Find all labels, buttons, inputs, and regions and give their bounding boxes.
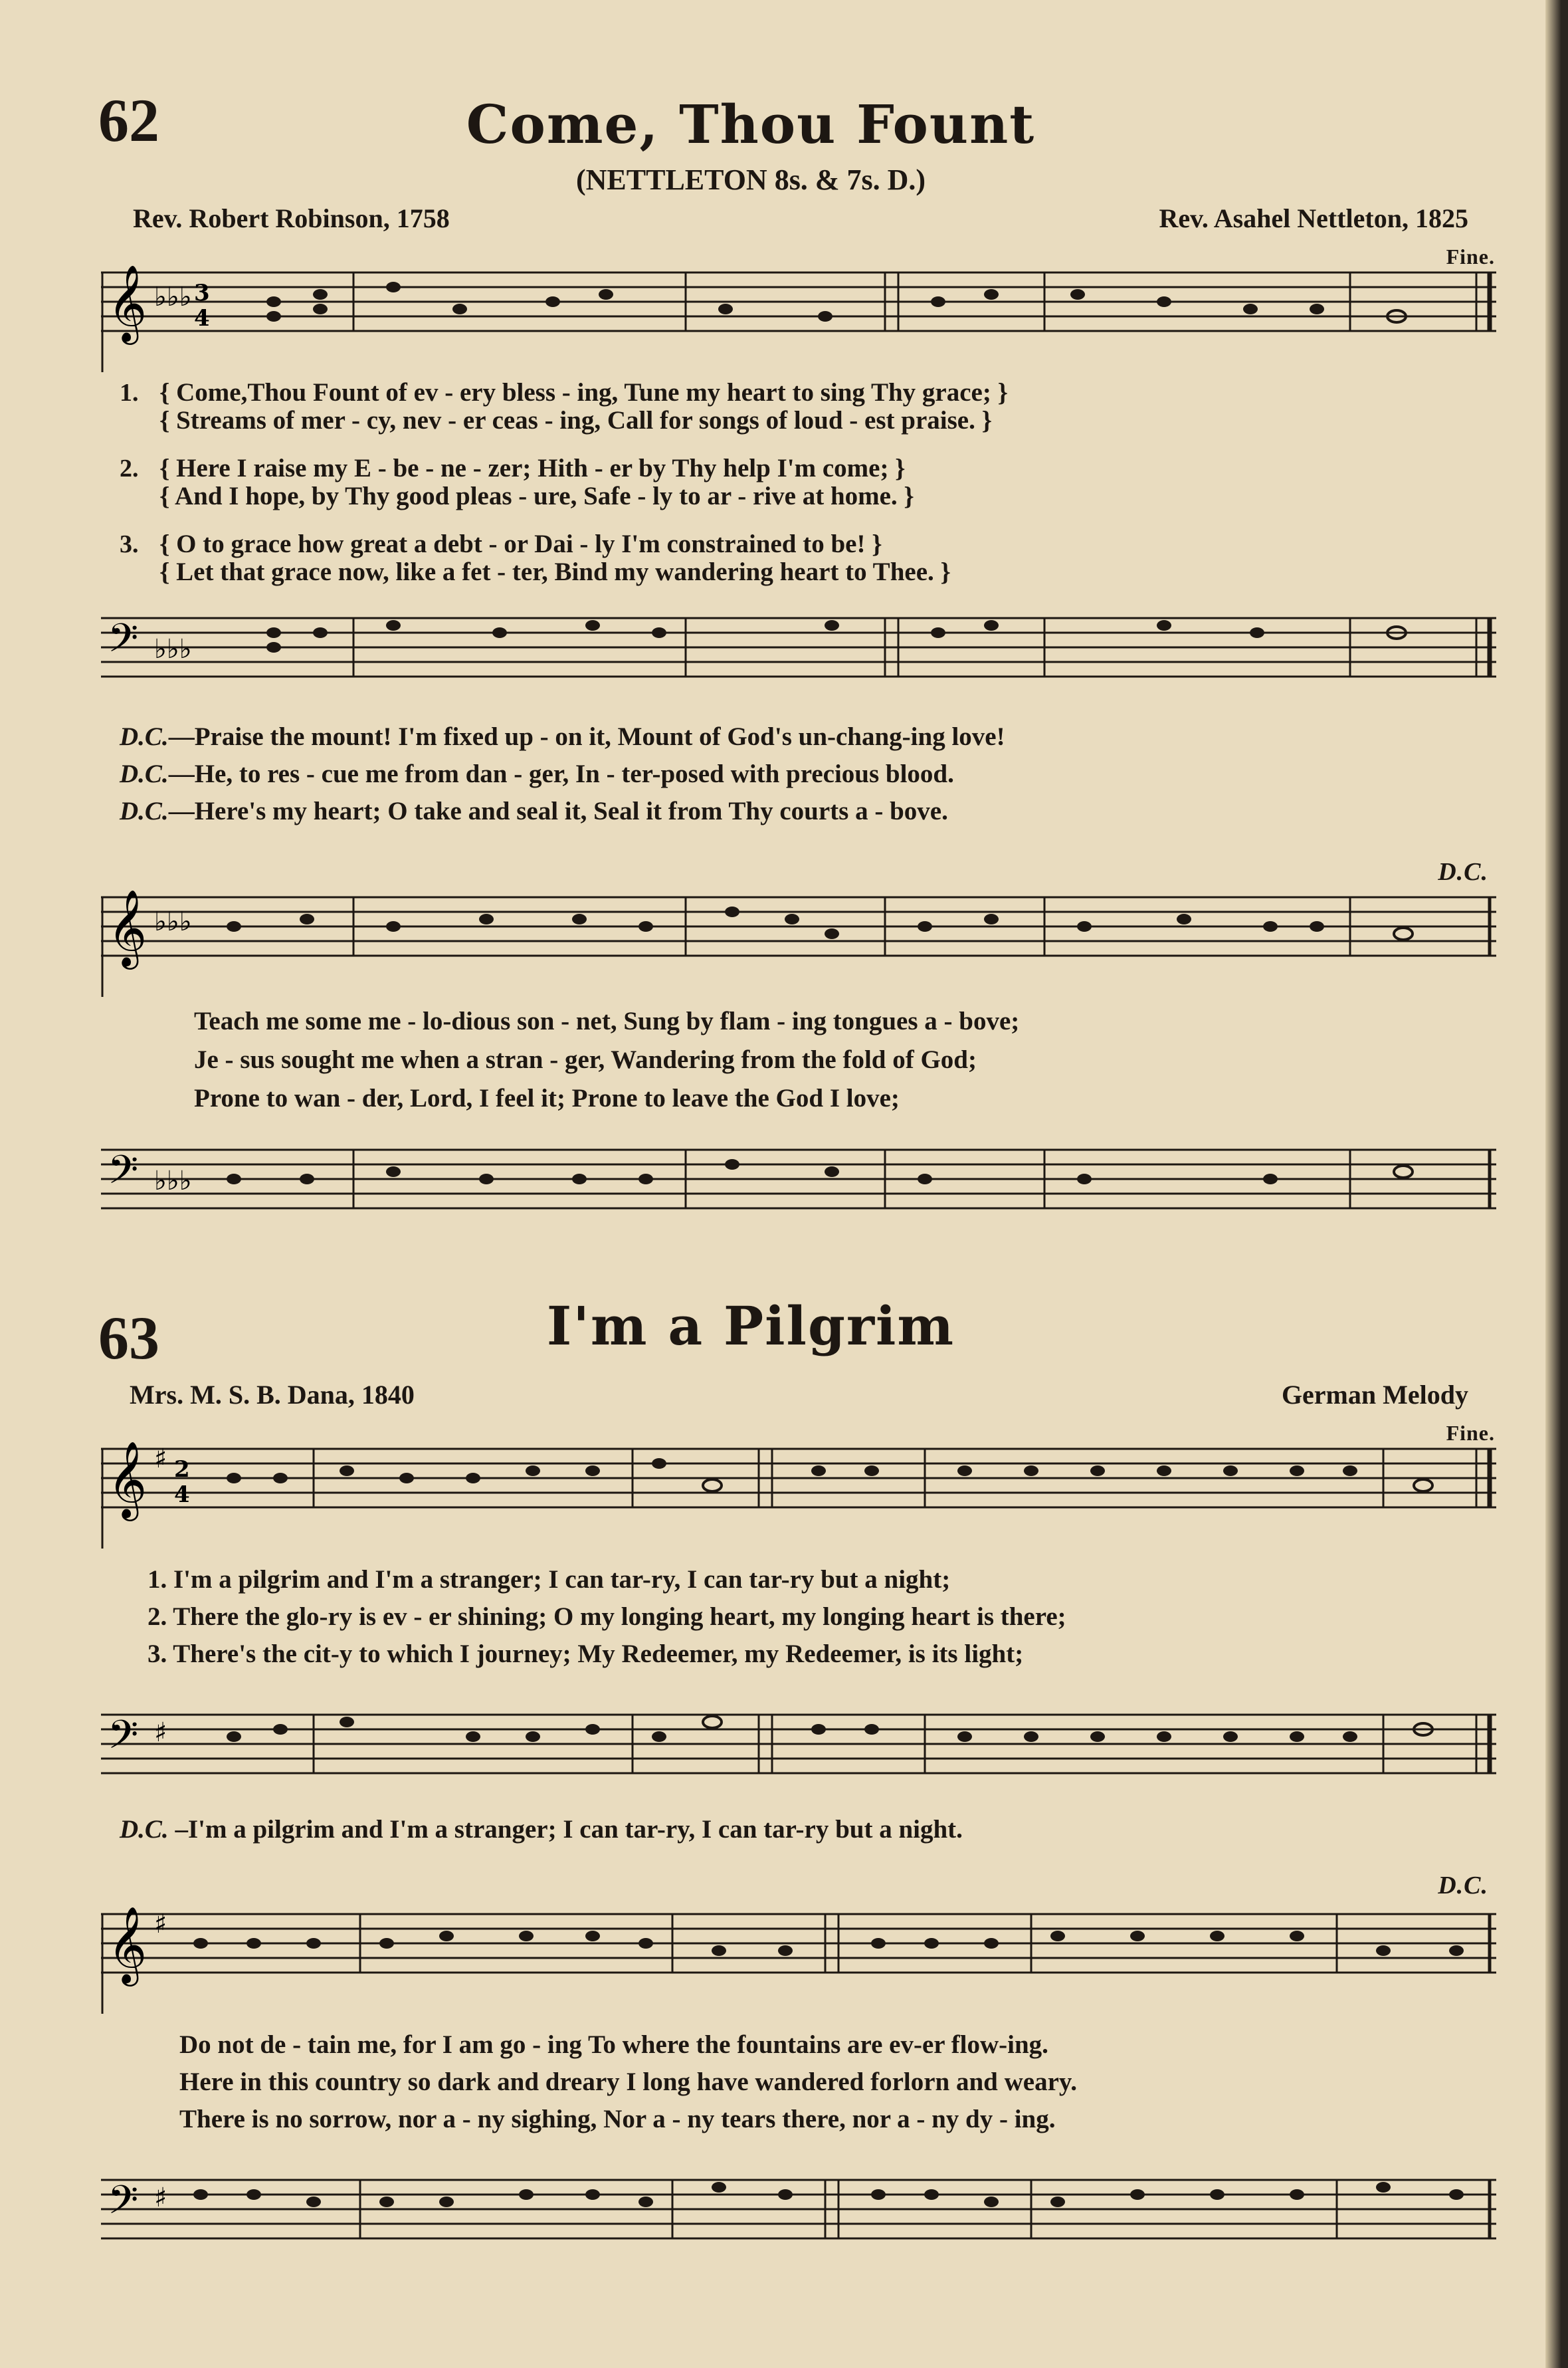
- dc-line-3: D.C.—Here's my heart; O take and seal it, Seal it from Thy courts a - bove.: [120, 797, 948, 825]
- verse-line: Teach me some me - lo-dious son - net, Sung by flam - ing tongues a - bove;: [194, 1007, 1020, 1035]
- svg-text:𝄢: 𝄢: [108, 1711, 139, 1767]
- dc-marker: D.C.: [1438, 858, 1488, 886]
- treble-staff: [101, 891, 1496, 1010]
- verse-3-line-1: 3. { O to grace how great a debt - or Dai - ly I'm constrained to be! }: [120, 530, 882, 558]
- author-credit: Mrs. M. S. B. Dana, 1840: [130, 1380, 415, 1410]
- svg-text:𝄞: 𝄞: [108, 266, 147, 342]
- verse-line: Do not de - tain me, for I am go - ing To where the fountains are ev-er flow-ing.: [179, 2030, 1048, 2059]
- svg-text:𝄞: 𝄞: [108, 1442, 147, 1518]
- dc-line-1: D.C.—Praise the mount! I'm fixed up - on it, Mount of God's un-chang-ing love!: [120, 722, 1005, 751]
- svg-text:♭♭♭: ♭♭♭: [154, 1166, 192, 1196]
- author-credit: Rev. Robert Robinson, 1758: [133, 203, 450, 233]
- svg-text:𝄞: 𝄞: [108, 1907, 147, 1983]
- bass-staff: [101, 611, 1496, 731]
- dc-line: D.C. –I'm a pilgrim and I'm a stranger; I can tar-ry, I can tar-ry but a night.: [120, 1815, 963, 1844]
- svg-text:4: 4: [174, 1481, 190, 1508]
- treble-staff: [101, 1442, 1496, 1562]
- svg-text:♯: ♯: [154, 1717, 167, 1748]
- verse-1-line-2: { Streams of mer - cy, nev - er ceas - ing, Call for songs of loud - est praise. }: [159, 406, 992, 435]
- svg-text:𝄢: 𝄢: [108, 615, 139, 671]
- dc-marker: D.C.: [1438, 1872, 1488, 1899]
- verse-3-line-2: { Let that grace now, like a fet - ter, Bind my wandering heart to Thee. }: [159, 558, 951, 586]
- dc-line-2: D.C.—He, to res - cue me from dan - ger, In - ter-posed with precious blood.: [120, 760, 954, 788]
- composer-credit: German Melody: [1281, 1380, 1468, 1410]
- svg-text:2: 2: [174, 1456, 190, 1483]
- treble-staff: [101, 266, 1496, 385]
- fine-marker: Fine.: [1446, 245, 1495, 269]
- verse-line: Prone to wan - der, Lord, I feel it; Prone to leave the God I love;: [194, 1084, 900, 1113]
- verse-line: 1. I'm a pilgrim and I'm a stranger; I can tar-ry, I can tar-ry but a night;: [147, 1565, 951, 1594]
- svg-text:𝄞: 𝄞: [108, 891, 147, 966]
- hymn-title: I'm a Pilgrim: [546, 1295, 955, 1357]
- svg-text:♯: ♯: [154, 2183, 167, 2213]
- fine-marker: Fine.: [1446, 1421, 1495, 1445]
- verse-line: 2. There the glo-ry is ev - er shining; O my longing heart, my longing heart is there;: [147, 1602, 1066, 1631]
- svg-text:♯: ♯: [154, 1444, 167, 1474]
- svg-text:𝄢: 𝄢: [108, 1146, 139, 1202]
- hymn-title: Come, Thou Fount: [466, 93, 1036, 156]
- verse-2-line-2: { And I hope, by Thy good pleas - ure, Safe - ly to ar - rive at home. }: [159, 482, 914, 510]
- hymn-number: 63: [98, 1304, 159, 1372]
- hymn-number: 62: [98, 86, 159, 154]
- svg-text:♯: ♯: [154, 1909, 167, 1939]
- svg-text:4: 4: [194, 305, 210, 332]
- verse-line: 3. There's the cit-y to which I journey; My Redeemer, my Redeemer, is its light;: [147, 1640, 1024, 1668]
- svg-text:3: 3: [194, 280, 210, 306]
- bass-staff: [101, 1143, 1496, 1230]
- svg-text:𝄢: 𝄢: [108, 2177, 139, 2232]
- svg-text:♭♭♭: ♭♭♭: [154, 907, 192, 937]
- svg-text:♭♭♭: ♭♭♭: [154, 282, 192, 312]
- verse-2-line-1: 2. { Here I raise my E - be - ne - zer; Hith - er by Thy help I'm come; }: [120, 454, 906, 483]
- bass-staff: [101, 1708, 1496, 1794]
- verse-line: There is no sorrow, nor a - ny sighing, Nor a - ny tears there, nor a - ny dy - ing.: [179, 2105, 1056, 2133]
- treble-staff: [101, 1907, 1496, 2027]
- verse-line: Je - sus sought me when a stran - ger, Wandering from the fold of God;: [194, 1045, 977, 1074]
- verse-1-line-1: 1. { Come,Thou Fount of ev - ery bless - ing, Tune my heart to sing Thy grace; }: [120, 378, 1008, 407]
- verse-line: Here in this country so dark and dreary I long have wandered forlorn and weary.: [179, 2068, 1077, 2096]
- svg-text:♭♭♭: ♭♭♭: [154, 634, 192, 665]
- page-binding-edge: [1545, 0, 1568, 2368]
- tune-name: (NETTLETON 8s. & 7s. D.): [575, 163, 926, 196]
- composer-credit: Rev. Asahel Nettleton, 1825: [1159, 203, 1468, 233]
- bass-staff: [101, 2173, 1496, 2260]
